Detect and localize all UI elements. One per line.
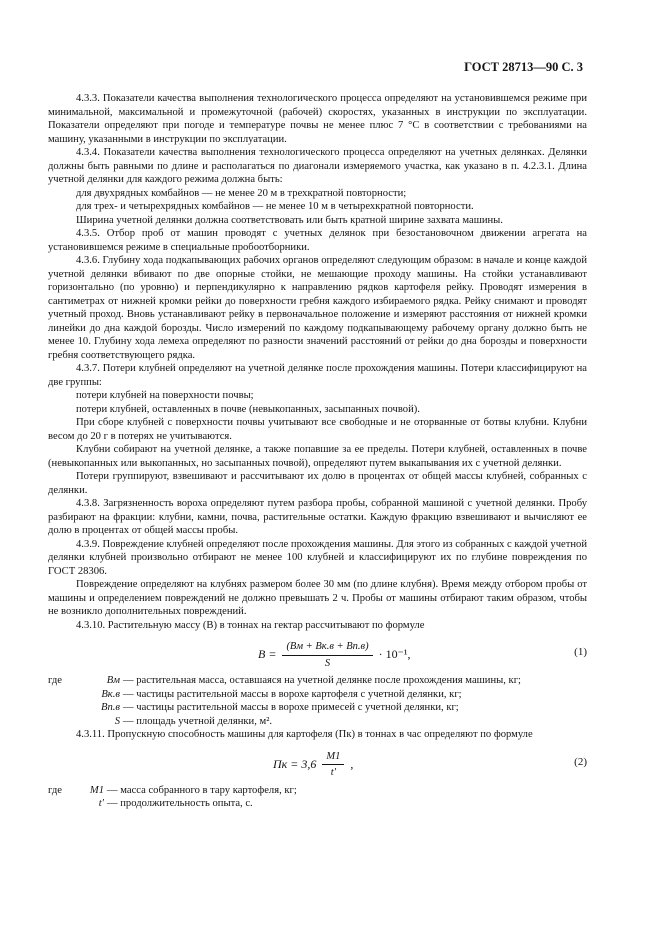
legend-text: — частицы растительной массы в ворохе примесей с учетной делянки, кг; <box>123 702 459 713</box>
paragraph-4-3-7: 4.3.7. Потери клубней определяют на учетной делянке после прохождения машины. Потери классифицируют на две группы: <box>48 363 587 388</box>
legend-row <box>48 688 587 702</box>
legend-symbol: S <box>114 715 120 727</box>
list-item: для трех- и четырехрядных комбайнов — не менее 10 м в четырехкратной повторности. <box>76 201 474 212</box>
formula-2-expression <box>273 750 353 780</box>
formula-2-lhs: Пк = 3,6 <box>273 756 317 771</box>
formula-1 <box>48 636 587 672</box>
legend-1 <box>48 674 587 728</box>
paragraph: При сборе клубней с поверхности почвы учитывают все свободные и не оторванные от ботвы клубни. Клубни весом до 20 г в потерях не учитываются. <box>48 417 587 442</box>
legend-text: — площадь учетной делянки, м². <box>123 715 273 727</box>
legend-symbol: Bп.в <box>100 702 120 713</box>
formula-1-expression <box>258 640 411 670</box>
paragraph-4-3-11: 4.3.11. Пропускную способность машины для картофеля (Пк) в тоннах в час определяют по формуле <box>76 729 533 740</box>
formula-2-denominator: t′ <box>330 767 336 778</box>
paragraph-4-3-9: 4.3.9. Повреждение клубней определяют после прохождения машины. Для этого из собранных с каждой учетной делянки клубней произвольно отбирают не менее 100 клубней и классифицируют их по глубине повреждения по ГОСТ 28306. <box>48 538 587 577</box>
paragraph-4-3-10: 4.3.10. Растительную массу (В) в тоннах на гектар рассчитывают по формуле <box>76 619 425 631</box>
formula-2-tail: , <box>350 756 354 771</box>
legend-row <box>48 674 587 688</box>
formula-1-number: (1) <box>574 646 587 658</box>
list-item: потери клубней на поверхности почвы; <box>76 390 254 401</box>
formula-2-number: (2) <box>574 755 587 768</box>
formula-1-fraction <box>282 640 372 670</box>
legend-text: — растительная масса, оставшаяся на учетной делянке после прохождения машины, кг; <box>123 675 521 686</box>
paragraph-4-3-3: 4.3.3. Показатели качества выполнения технологического процесса определяют на установившемся режиме при минимальной, максимальной и промежуточной (рабочей) скоростях, указанных в инструкции по эксплуатации. Показатели определяют при погоде и температуре почвы не менее плюс 7 °С в соответствии с требованиями на машину, указанными в инструкции по эксплуатации. <box>48 93 587 145</box>
paragraph-4-3-6: 4.3.6. Глубину хода подкапывающих рабочих органов определяют следующим образом: в начале и конце каждой учетной делянки вбивают по две опорные стойки, не мешающие проходу машины. На стойки устанавливают горизонтально (по уровню) и перпендикулярно к направлению рядков картофеля рейку. Проводят измерения в сантиметрах от нижней кромки рейки до поверхности гребня каждого избираемого рядка. Рейку снимают и проводят учетный проход. Вновь устанавливают рейку в первоначальное положение и измеряют расстояния от нижней кромки линейки до дна каждой борозды. Число измерений по каждому подкапывающему рабочему органу должно быть не менее 10. Глубину хода лемеха определяют по разности значений расстояний от рейки до дна борозды и поверхности гребня соответствующего рядка. <box>48 255 587 361</box>
list-item: потери клубней, оставленных в почве (невыкопанных, засыпанных почвой). <box>76 403 420 415</box>
paragraph: Ширина учетной делянки должна соответствовать или быть кратной ширине захвата машины. <box>76 214 503 226</box>
paragraph-4-3-5: 4.3.5. Отбор проб от машин проводят с учетных делянок при безостановочном движении агрегата на установившемся режиме в специальные пробоотборники. <box>48 228 587 253</box>
list-item: для двухрядных комбайнов — не менее 20 м в трехкратной повторности; <box>76 187 407 199</box>
paragraph-4-3-4: 4.3.4. Показатели качества выполнения технологического процесса определяют на учетных делянках. Делянки должны быть равными по длине и располагаться по диагонали измеряемого участка, как указано в п. 4.2.3.1. Длина учетной делянки для каждого режима должна быть: <box>48 147 587 185</box>
legend-row <box>48 701 587 715</box>
document-body <box>48 92 587 811</box>
legend-symbol: Bк.в <box>101 688 120 700</box>
formula-2 <box>48 746 587 782</box>
formula-1-numerator: (Bм + Bк.в + Bп.в) <box>282 640 372 656</box>
legend-text: — частицы растительной массы в ворохе картофеля с учетной делянки, кг; <box>123 688 462 700</box>
legend-symbol: t′ <box>98 798 104 809</box>
paragraph: Клубни собирают на учетной делянке, а также попавшие за ее пределы. Потери клубней, оставленных в почве (невыкопанных или выкопанных, но засыпанных почвой), определяют путем выкапывания их с учетной делянки. <box>48 444 587 469</box>
legend-row <box>48 784 587 798</box>
formula-2-numerator: M1 <box>322 750 344 766</box>
page-header: ГОСТ 28713—90 С. 3 <box>464 60 583 74</box>
formula-1-factor: · 10⁻¹, <box>378 646 411 661</box>
legend-symbol: где M1 <box>48 784 104 796</box>
formula-1-denominator: S <box>324 657 331 669</box>
formula-1-lhs: B = <box>258 646 277 661</box>
legend-2 <box>48 784 587 811</box>
paragraph: Потери группируют, взвешивают и рассчитывают их долю в процентах от общей массы клубней, собранных с делянки. <box>48 471 587 496</box>
legend-text: — масса собранного в тару картофеля, кг; <box>107 784 297 796</box>
paragraph: Повреждение определяют на клубнях размером более 30 мм (по длине клубня). Время между отбором пробы от машины и определением повреждений не должно превышать 2 ч. Пробы от машины отбирают таким образом, чтобы не возникло дополнительных повреждений. <box>48 579 587 617</box>
legend-row <box>48 797 587 811</box>
paragraph-4-3-8: 4.3.8. Загрязненность вороха определяют путем разбора пробы, собранной машиной с учетной делянки. Пробу разбирают на фракции: клубни, камни, почва, растительные остатки. Каждую фракцию взвешивают и вычисляют ее долю в процентах от общей массы пробы. <box>48 498 587 536</box>
legend-symbol: где Bм <box>48 675 120 686</box>
formula-2-fraction <box>322 750 344 780</box>
legend-text: — продолжительность опыта, с. <box>107 798 253 809</box>
legend-row <box>48 715 587 729</box>
